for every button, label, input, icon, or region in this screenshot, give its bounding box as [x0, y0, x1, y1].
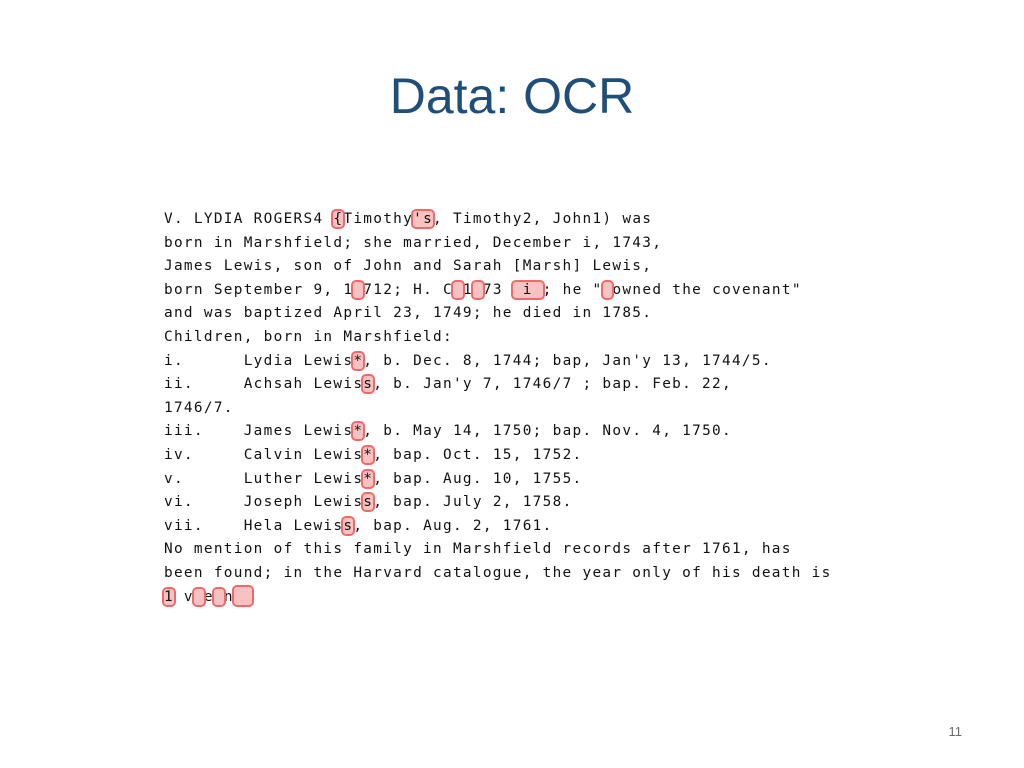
ocr-error-highlight: i	[512, 281, 543, 298]
ocr-line	[164, 538, 832, 562]
ocr-text-segment: iii. James Lewis	[164, 423, 354, 440]
ocr-text-segment: V. LYDIA ROGERS4	[164, 211, 334, 227]
ocr-error-highlight	[214, 589, 224, 605]
ocr-text-segment: Timothy	[343, 211, 414, 227]
ocr-text-segment: and was baptized April 23, 1749; he died in 1785.	[164, 305, 653, 322]
ocr-text-segment: , b. Jan'y 7, 1746/7 ; bap. Feb. 22,	[373, 376, 732, 393]
ocr-error-highlight	[473, 282, 483, 298]
ocr-text-segment: , bap. Aug. 10, 1755.	[373, 470, 583, 487]
ocr-text-segment: , b. Dec. 8, 1744; bap, Jan'y 13, 1744/5.	[363, 352, 772, 369]
ocr-error-highlight	[453, 282, 463, 298]
ocr-text-segment: , b. May 14, 1750; bap. Nov. 4, 1750.	[363, 423, 732, 440]
ocr-text-segment: Children, born in Marshfield:	[164, 328, 453, 345]
ocr-text-segment: ; he "	[542, 281, 603, 298]
ocr-text-segment: 1746/7.	[164, 399, 234, 416]
ocr-error-highlight: s	[363, 494, 374, 511]
ocr-line	[164, 586, 832, 610]
ocr-line	[164, 208, 832, 232]
ocr-error-highlight: {	[333, 211, 344, 227]
ocr-text-segment: 1	[462, 281, 473, 298]
ocr-line	[164, 468, 832, 492]
ocr-text-segment: vi. Joseph Lewis	[164, 494, 364, 511]
ocr-error-highlight	[234, 587, 252, 605]
ocr-text-segment: iv. Calvin Lewis	[164, 446, 364, 463]
ocr-line	[164, 397, 832, 421]
ocr-text-segment: owned the covenant"	[612, 281, 802, 298]
ocr-line	[164, 326, 832, 350]
ocr-line	[164, 302, 832, 326]
ocr-error-highlight: *	[353, 352, 364, 369]
ocr-error-highlight	[353, 282, 363, 298]
ocr-line	[164, 373, 832, 397]
ocr-text-segment: , bap. Oct. 15, 1752.	[373, 446, 583, 463]
ocr-error-highlight: s	[343, 517, 354, 534]
ocr-error-highlight: 's	[413, 211, 434, 227]
ocr-text-segment: , bap. Aug. 2, 1761.	[353, 517, 553, 534]
ocr-text-segment: born September 9, 1	[164, 281, 354, 298]
ocr-line	[164, 279, 832, 303]
ocr-line	[164, 444, 832, 468]
ocr-line	[164, 232, 832, 256]
ocr-error-highlight: s	[363, 376, 374, 393]
page-number: 11	[948, 724, 962, 739]
ocr-text-segment: v	[173, 588, 194, 605]
ocr-line	[164, 515, 832, 539]
ocr-error-highlight	[603, 282, 613, 298]
ocr-text-segment: v. Luther Lewis	[164, 470, 364, 487]
ocr-text-segment: No mention of this family in Marshfield records after 1761, has	[164, 541, 792, 558]
ocr-text-segment: James Lewis, son of John and Sarah [Marsh] Lewis,	[164, 258, 653, 275]
ocr-line	[164, 491, 832, 515]
ocr-text-block	[164, 208, 832, 609]
ocr-line	[164, 420, 832, 444]
ocr-text-segment: 712; H. C	[363, 281, 453, 298]
ocr-line	[164, 350, 832, 374]
ocr-text-segment: born in Marshfield; she married, December i, 1743,	[164, 234, 663, 251]
ocr-line	[164, 255, 832, 279]
ocr-error-highlight: *	[353, 423, 364, 440]
ocr-error-highlight: *	[363, 446, 374, 463]
ocr-error-highlight: *	[363, 470, 374, 487]
ocr-text-segment: , Timothy2, John1) was	[433, 211, 653, 227]
ocr-text-segment: , bap. July 2, 1758.	[373, 494, 573, 511]
ocr-text-segment: been found; in the Harvard catalogue, the year only of his death is	[164, 564, 832, 581]
slide-title: Data: OCR	[389, 68, 635, 124]
ocr-text-segment: ii. Achsah Lewis	[164, 376, 364, 393]
ocr-text-segment: i. Lydia Lewis	[164, 352, 354, 369]
ocr-line	[164, 562, 832, 586]
ocr-error-highlight	[194, 589, 204, 605]
ocr-text-segment: n	[223, 588, 234, 605]
ocr-text-segment: 73	[482, 281, 513, 298]
ocr-error-highlight: 1	[164, 588, 174, 605]
ocr-text-segment: vii. Hela Lewis	[164, 517, 344, 534]
ocr-text-segment: e	[203, 588, 214, 605]
